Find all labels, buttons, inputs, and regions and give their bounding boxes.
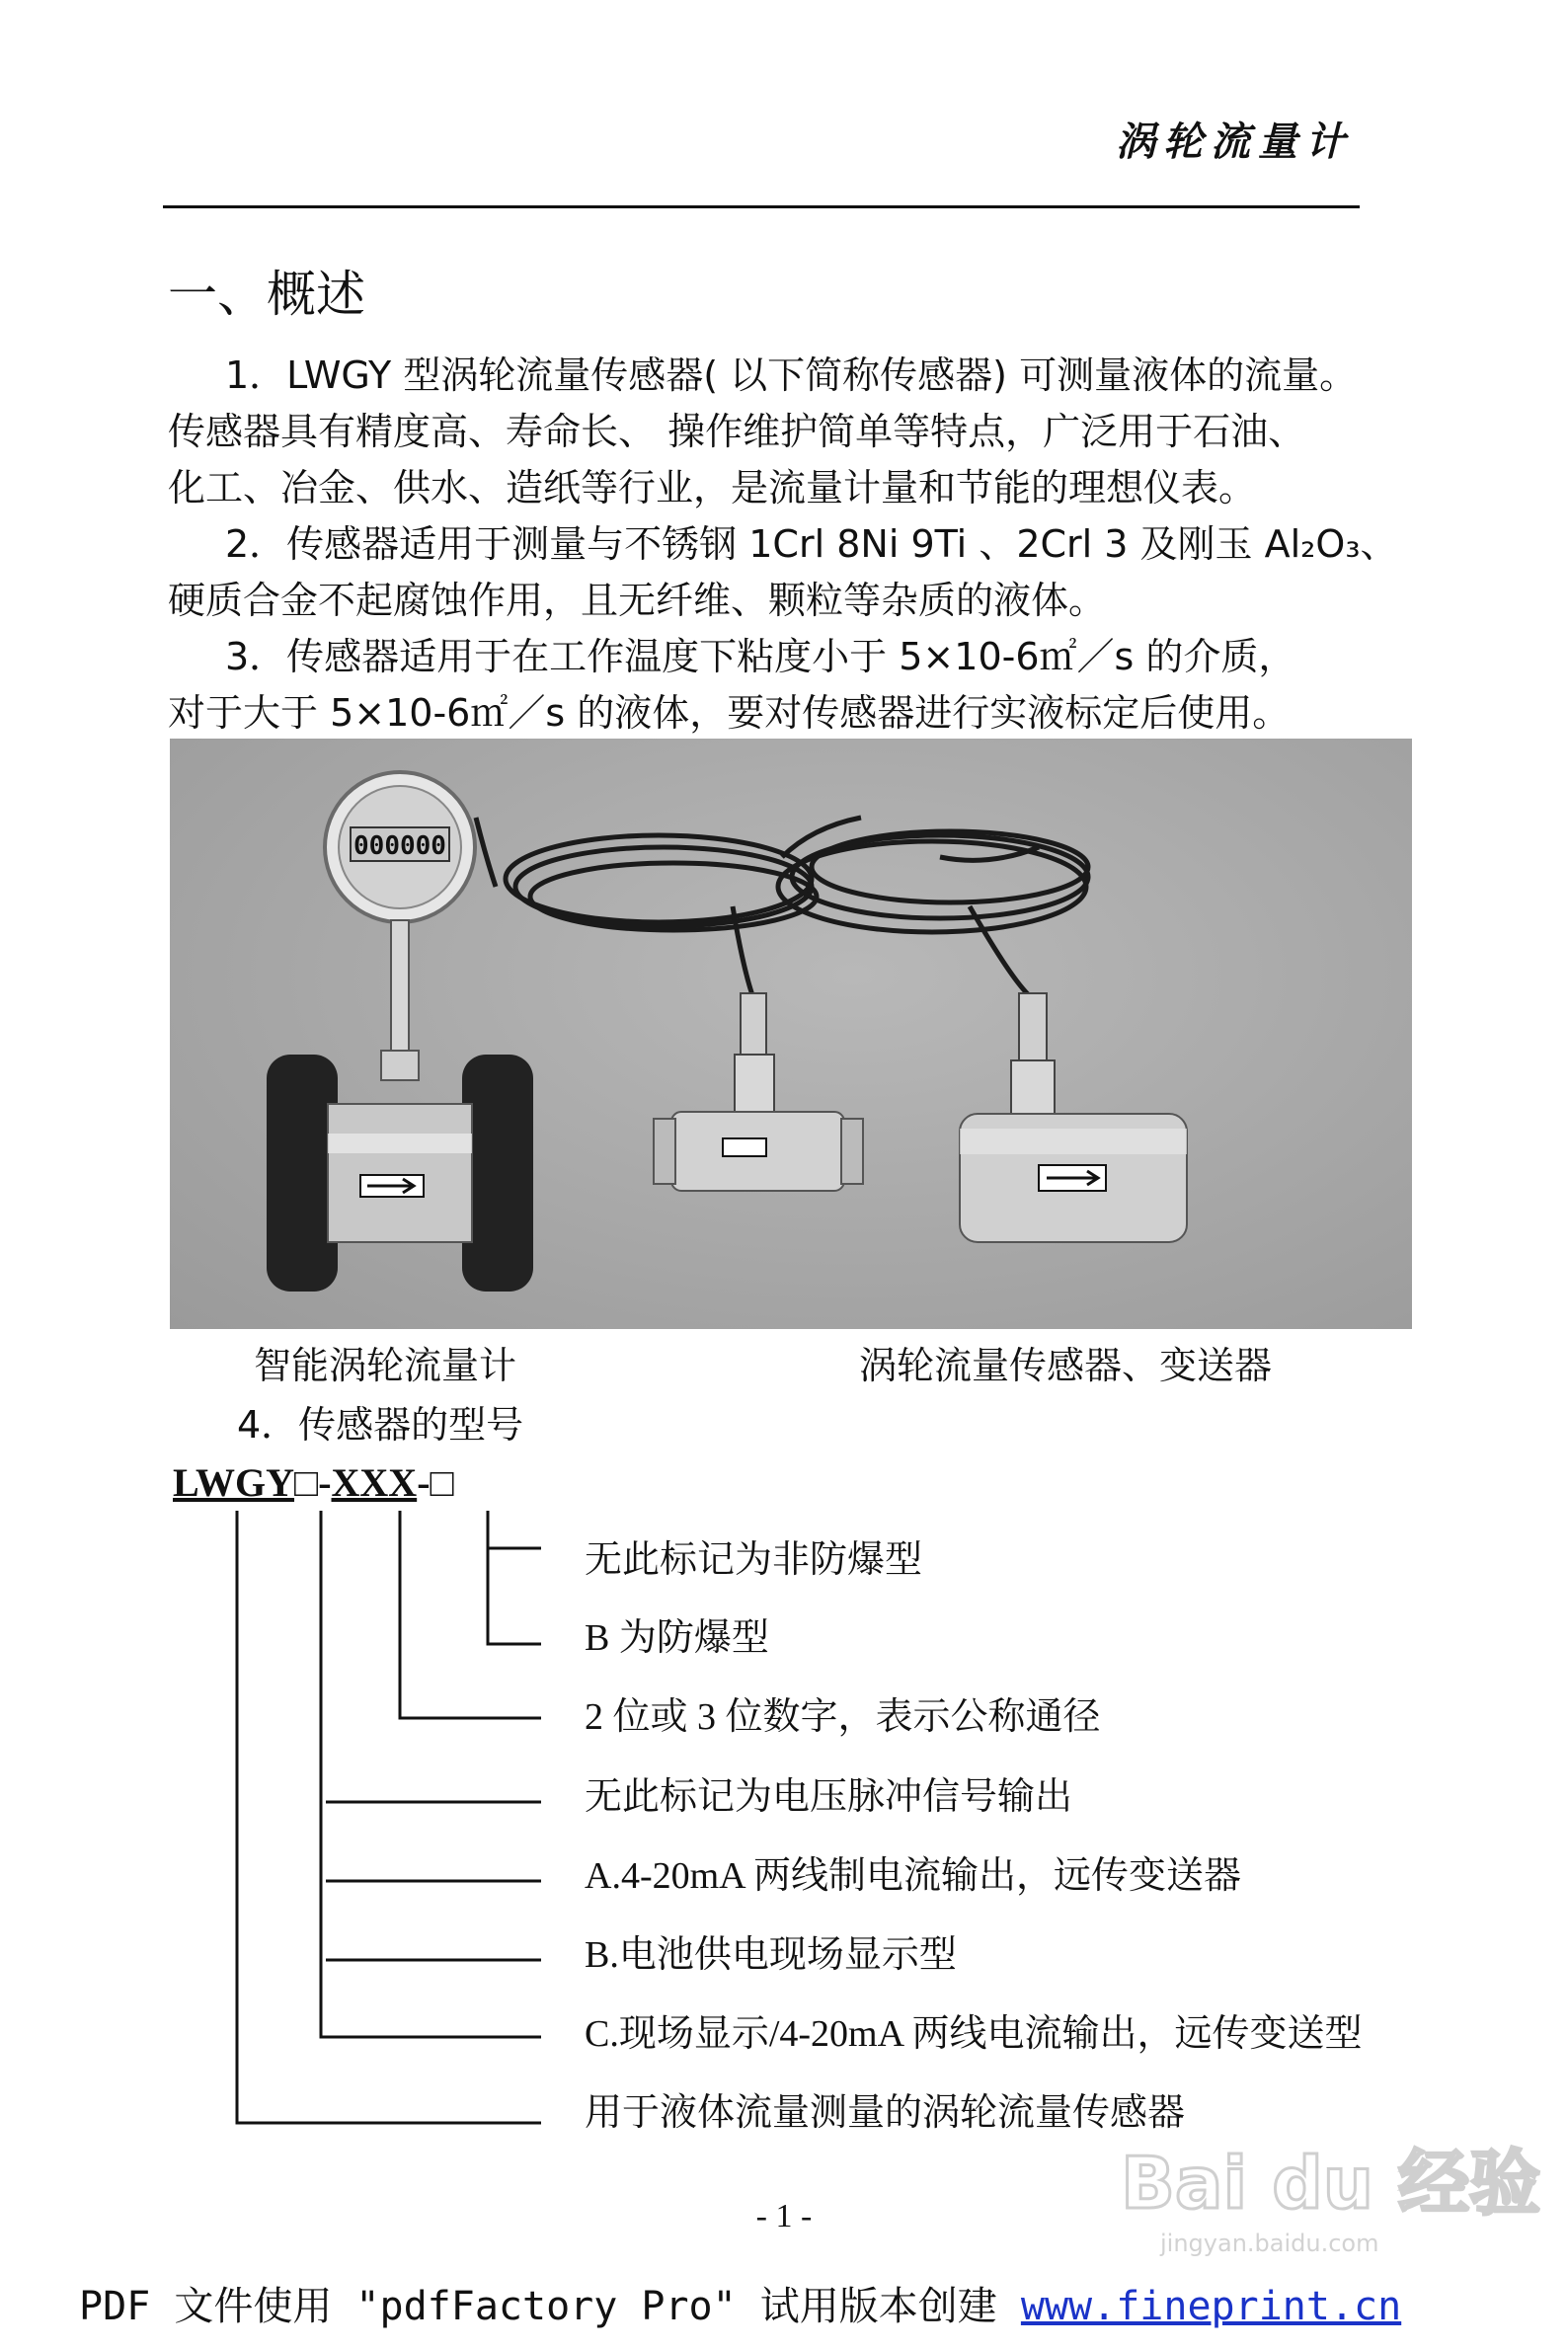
paragraph-line: 硬质合金不起腐蚀作用，且无纤维、颗粒等杂质的液体。: [168, 579, 1107, 622]
tree-label: 用于液体流量测量的涡轮流量传感器: [585, 2092, 1186, 2134]
tree-label: 无此标记为电压脉冲信号输出: [585, 1776, 1073, 1818]
model-heading: 4．传感器的型号: [237, 1403, 524, 1447]
footer-link[interactable]: www.fineprint.cn: [1020, 2284, 1402, 2329]
tree-line: [400, 1511, 541, 1718]
tree-label: A.4-20mA 两线制电流输出，远传变送器: [585, 1855, 1242, 1897]
section-title: 一、概述: [168, 266, 365, 323]
tree-label: B 为防爆型: [585, 1617, 769, 1659]
tree-label: B.电池供电现场显示型: [585, 1934, 957, 1976]
model-code-box: □: [430, 1460, 454, 1505]
caption-sensor-transmitter: 涡轮流量传感器、变送器: [859, 1344, 1273, 1387]
model-code-dash: -: [318, 1460, 332, 1505]
paragraph-line: 1．LWGY 型涡轮流量传感器( 以下简称传感器) 可测量液体的流量。: [225, 353, 1358, 397]
paragraph-line: 2．传感器适用于测量与不锈钢 1Crl 8Ni 9Ti 、2Crl 3 及刚玉 Al₂O₃、: [225, 522, 1398, 566]
display-reading: 000000: [353, 831, 446, 861]
baidu-watermark-icon: [1121, 2121, 1541, 2269]
tree-label: C.现场显示/4-20mA 两线电流输出，远传变送型: [585, 2013, 1363, 2055]
watermark-brand: Bai du 经验: [1121, 2142, 1541, 2225]
paragraph-line: 3．传感器适用于在工作温度下粘度小于 5×10-6㎡／s 的介质，: [225, 635, 1296, 678]
pdf-footer: [79, 2275, 1401, 2331]
model-code-diameter: XXX: [331, 1460, 418, 1505]
paragraph-line: 传感器具有精度高、寿命长、 操作维护简单等特点，广泛用于石油、: [168, 410, 1306, 453]
caption-smart-flowmeter: 智能涡轮流量计: [254, 1344, 517, 1387]
model-code-dash: -: [417, 1460, 431, 1505]
tree-line: [488, 1511, 541, 1644]
watermark-url: jingyan.baidu.com: [1160, 2230, 1379, 2257]
model-code-box: □: [294, 1460, 319, 1505]
page-number: - 1 -: [755, 2198, 813, 2234]
tree-line: [321, 1511, 541, 2037]
footer-text: PDF 文件使用 "pdfFactory Pro" 试用版本创建: [79, 2284, 1021, 2329]
model-code-base: LWGY: [173, 1460, 295, 1505]
paragraph-line: 化工、冶金、供水、造纸等行业，是流量计量和节能的理想仪表。: [168, 466, 1257, 509]
tree-line: [237, 1511, 541, 2123]
tree-label: 无此标记为非防爆型: [585, 1539, 923, 1581]
tree-label: 2 位或 3 位数字，表示公称通径: [585, 1696, 1101, 1738]
paragraph-line: 对于大于 5×10-6㎡／s 的液体，要对传感器进行实液标定后使用。: [168, 691, 1291, 735]
running-header-title: 涡轮流量计: [1116, 118, 1353, 165]
